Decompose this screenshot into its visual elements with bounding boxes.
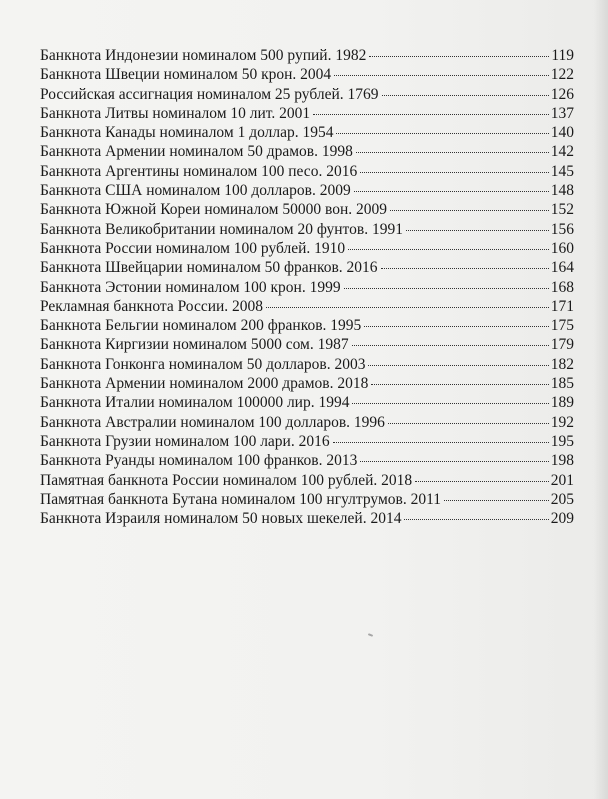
toc-entry: [40, 200, 574, 219]
toc-entry-page-number: 168: [550, 278, 574, 296]
toc-entry-page-number: 145: [550, 162, 574, 180]
dot-leader: [360, 461, 548, 462]
toc-entry-title: Банкнота Израиля номиналом 50 новых шекелей. 2014: [40, 510, 402, 528]
toc-entry-page-number: 209: [550, 510, 574, 528]
dot-leader: [348, 249, 549, 250]
toc-entry-page-number: 192: [550, 413, 574, 431]
toc-entry-title: Банкнота Австралии номиналом 100 долларов. 1996: [40, 413, 385, 431]
toc-entry: [40, 297, 574, 316]
toc-entry: [40, 258, 574, 277]
toc-entry-title: Банкнота Швеции номиналом 50 крон. 2004: [40, 66, 332, 84]
dot-leader: [266, 307, 549, 308]
toc-entry: [40, 490, 574, 509]
toc-entry: [40, 220, 574, 239]
toc-entry: [40, 316, 574, 335]
toc-entry-title: Банкнота Литвы номиналом 10 лит. 2001: [40, 104, 311, 122]
toc-entry-title: Банкнота Киргизии номиналом 5000 сом. 1987: [40, 336, 349, 354]
dot-leader: [360, 172, 549, 173]
dot-leader: [382, 95, 549, 96]
dot-leader: [356, 152, 549, 153]
toc-entry: [40, 123, 574, 142]
toc-entry-page-number: 142: [550, 143, 574, 161]
dot-leader: [313, 114, 549, 115]
dot-leader: [336, 133, 548, 134]
dot-leader: [388, 423, 549, 424]
toc-entry-title: Банкнота Армении номиналом 50 драмов. 1998: [40, 143, 353, 161]
dot-leader: [369, 56, 549, 57]
dot-leader: [333, 442, 549, 443]
toc-entry-page-number: 171: [550, 297, 574, 315]
toc-entry-page-number: 140: [550, 124, 574, 142]
toc-entry-title: Банкнота Южной Кореи номиналом 50000 вон. 2009: [40, 201, 387, 219]
toc-entry-page-number: 175: [550, 317, 574, 335]
toc-entry-page-number: 205: [550, 490, 574, 508]
toc-entry-page-number: 198: [550, 452, 574, 470]
dot-leader: [344, 288, 549, 289]
toc-entry-title: Банкнота Руанды номиналом 100 франков. 2013: [40, 452, 358, 470]
dot-leader: [364, 326, 548, 327]
toc-entry-title: Банкнота Эстонии номиналом 100 крон. 1999: [40, 278, 341, 296]
toc-entry: [40, 413, 574, 432]
toc-entry-title: Памятная банкнота России номиналом 100 рублей. 2018: [40, 471, 413, 489]
toc-entry: [40, 335, 574, 354]
toc-entry: [40, 142, 574, 161]
toc-entry: [40, 46, 574, 65]
toc-entry-title: Рекламная банкнота России. 2008: [40, 297, 264, 315]
toc-entry-title: Банкнота Аргентины номиналом 100 песо. 2016: [40, 162, 358, 180]
paper-speck: [368, 633, 373, 637]
toc-entry: [40, 432, 574, 451]
toc-entry-page-number: 122: [550, 66, 574, 84]
toc-entry-page-number: 126: [550, 85, 574, 103]
toc-entry-title: Банкнота Бельгии номиналом 200 франков. 1995: [40, 317, 362, 335]
toc-entry: [40, 355, 574, 374]
toc-entry: [40, 278, 574, 297]
dot-leader: [368, 365, 548, 366]
toc-entry-page-number: 185: [550, 375, 574, 393]
toc-entry: [40, 162, 574, 181]
toc-entry-title: Банкнота Канады номиналом 1 доллар. 1954: [40, 124, 334, 142]
toc-entry-page-number: 179: [550, 336, 574, 354]
toc-entry: [40, 393, 574, 412]
toc-entry-page-number: 201: [550, 471, 574, 489]
page-edge-shadow: [594, 0, 608, 799]
toc-entry-title: Памятная банкнота Бутана номиналом 100 нгултрумов. 2011: [40, 490, 441, 508]
dot-leader: [334, 75, 549, 76]
toc-entry: [40, 65, 574, 84]
dot-leader: [352, 403, 548, 404]
toc-entry: [40, 451, 574, 470]
toc-entry-page-number: 195: [550, 432, 574, 450]
toc-entry: [40, 104, 574, 123]
toc-entry-title: Российская ассигнация номиналом 25 рублей. 1769: [40, 85, 379, 103]
dot-leader: [352, 345, 549, 346]
toc-entry-page-number: 152: [550, 201, 574, 219]
toc-entry-page-number: 182: [550, 355, 574, 373]
dot-leader: [371, 384, 548, 385]
toc-entry: [40, 239, 574, 258]
toc-entry-title: Банкнота Армении номиналом 2000 драмов. 2018: [40, 375, 369, 393]
toc-entry: [40, 85, 574, 104]
dot-leader: [406, 230, 549, 231]
toc-entry-title: Банкнота Гонконга номиналом 50 долларов. 2003: [40, 355, 366, 373]
toc-entry-page-number: 189: [550, 394, 574, 412]
toc-entry-title: Банкнота Швейцарии номиналом 50 франков. 2016: [40, 259, 378, 277]
toc-entry-title: Банкнота России номиналом 100 рублей. 1910: [40, 239, 346, 257]
table-of-contents: [40, 46, 574, 528]
toc-entry: [40, 509, 574, 528]
toc-entry-page-number: 164: [550, 259, 574, 277]
dot-leader: [354, 191, 549, 192]
toc-entry-page-number: 160: [550, 239, 574, 257]
toc-entry-title: Банкнота Грузии номиналом 100 лари. 2016: [40, 432, 330, 450]
toc-entry: [40, 181, 574, 200]
dot-leader: [390, 210, 549, 211]
dot-leader: [381, 268, 549, 269]
toc-entry-title: Банкнота Великобритании номиналом 20 фунтов. 1991: [40, 220, 403, 238]
dot-leader: [444, 500, 549, 501]
toc-entry-title: Банкнота США номиналом 100 долларов. 2009: [40, 182, 351, 200]
toc-entry-title: Банкнота Италии номиналом 100000 лир. 1994: [40, 394, 350, 412]
toc-entry-page-number: 156: [550, 220, 574, 238]
toc-entry-page-number: 148: [550, 182, 574, 200]
toc-entry-page-number: 119: [551, 47, 574, 64]
dot-leader: [415, 481, 549, 482]
toc-entry: [40, 471, 574, 490]
toc-entry-title: Банкнота Индонезии номиналом 500 рупий. 1982: [40, 47, 367, 64]
dot-leader: [404, 519, 548, 520]
toc-entry: [40, 374, 574, 393]
toc-entry-page-number: 137: [550, 104, 574, 122]
